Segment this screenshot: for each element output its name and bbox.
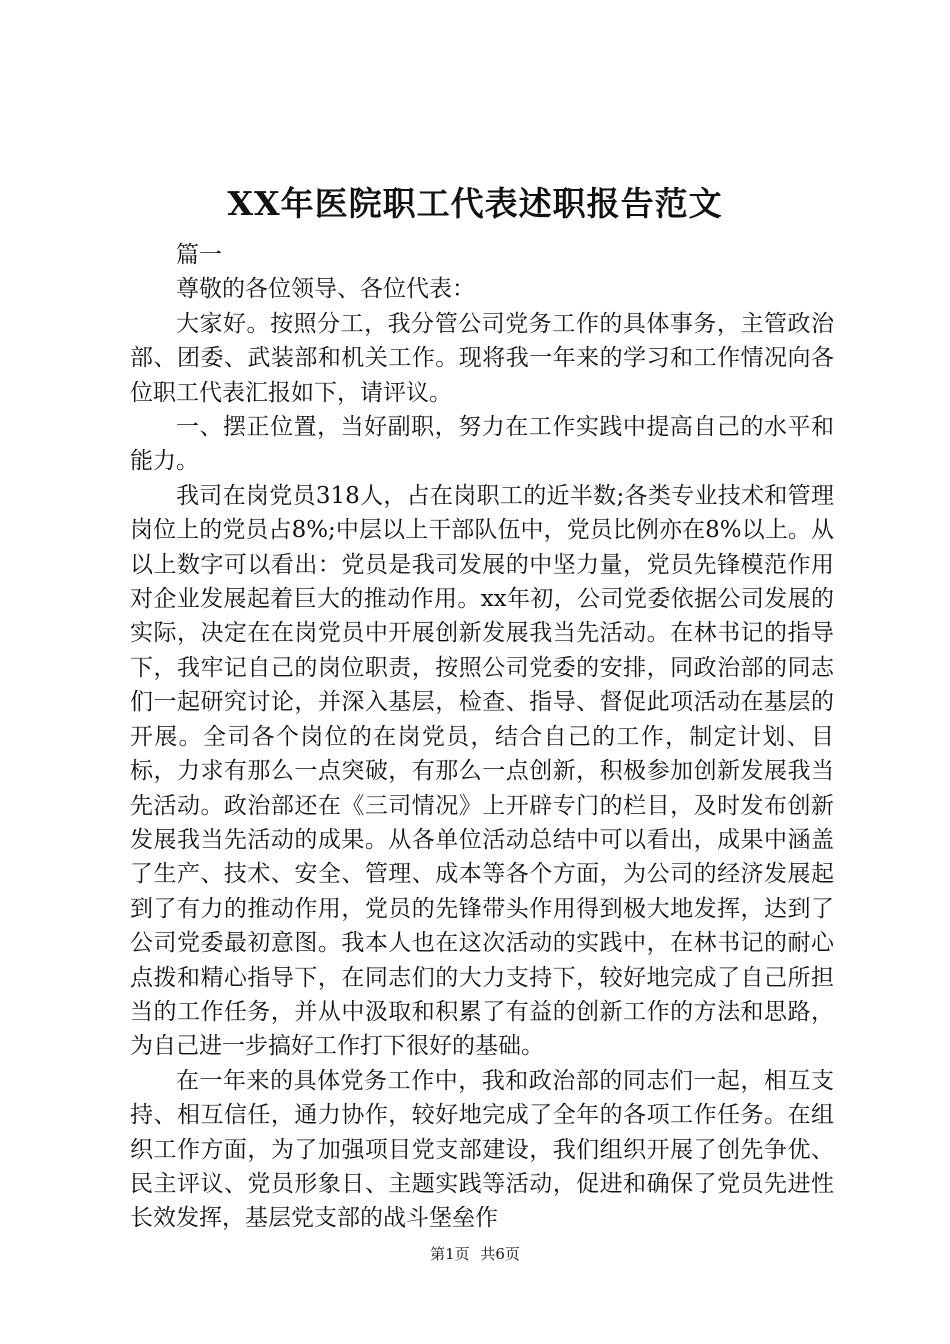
paragraph: 我司在岗党员318人，占在岗职工的近半数;各类专业技术和管理岗位上的党员占8%;中层以上干部队伍中，党员比例亦在8%以上。从以上数字可以看出：党员是我司发展的中坚力量，党员先锋模范作用对企业发展起着巨大的推动作用。xx年初，公司党委依据公司发展的实际，决定在在岗党员中开展创新发展我当先活动。在林书记的指导下，我牢记自己的岗位职责，按照公司党委的安排，同政治部的同志们一起研究讨论，并深入基层，检查、指导、督促此项活动在基层的开展。全司各个岗位的在岗党员，结合自己的工作，制定计划、目标，力求有那么一点突破，有那么一点创新，积极参加创新发展我当先活动。政治部还在《三司情况》上开辟专门的栏目，及时发布创新发展我当先活动的成果。从各单位活动总结中可以看出，成果中涵盖了生产、技术、安全、管理、成本等各个方面，为公司的经济发展起到了有力的推动作用，党员的先锋带头作用得到极大地发挥，达到了公司党委最初意图。我本人也在这次活动的实践中，在林书记的耐心点拨和精心指导下，在同志们的大力支持下，较好地完成了自己所担当的工作任务，并从中汲取和积累了有益的创新工作的方法和思路，为自己进一步搞好工作打下很好的基础。 (130, 482, 834, 1060)
document-title: XX年医院职工代表述职报告范文 (227, 184, 723, 223)
salutation: 尊敬的各位领导、各位代表： (176, 276, 475, 303)
page-number: 第1页 (430, 1245, 470, 1263)
paragraph: 一、摆正位置，当好副职，努力在工作实践中提高自己的水平和能力。 (130, 414, 834, 475)
document-body (130, 238, 834, 1236)
paragraph: 在一年来的具体党务工作中，我和政治部的同志们一起，相互支持、相互信任，通力协作，较好地完成了全年的各项工作任务。在组织工作方面，为了加强项目党支部建设，我们组织开展了创先争优、民主评议、党员形象日、主题实践等活动，促进和确保了党员先进性长效发挥，基层党支部的战斗堡垒作 (130, 1067, 834, 1232)
section-heading: 篇一 (176, 242, 222, 268)
paragraph: 大家好。按照分工，我分管公司党务工作的具体事务，主管政治部、团委、武装部和机关工作。现将我一年来的学习和工作情况向各位职工代表汇报如下，请评议。 (130, 310, 834, 406)
page-footer (0, 1243, 950, 1265)
page-total: 共6页 (480, 1245, 520, 1263)
